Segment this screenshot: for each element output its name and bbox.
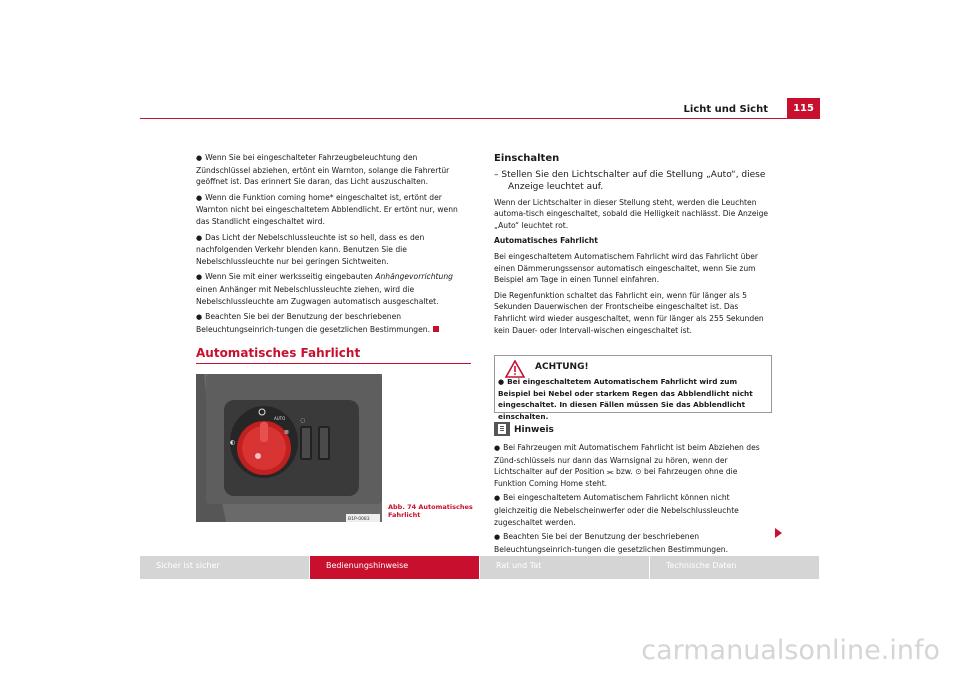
footer-nav xyxy=(140,556,820,579)
note-text: bei Fahrzeugen ohne die Funktion Coming Home steht. xyxy=(494,467,738,488)
warning-title: ACHTUNG! xyxy=(535,362,589,372)
note-item: ● Bei eingeschaltetem Automatischem Fahrlicht können nicht gleichzeitig die Nebelscheinwerfer oder die Nebelschlussleuchte zugeschaltet werden. xyxy=(494,492,770,528)
warning-box xyxy=(494,355,772,421)
light-switch-figure xyxy=(196,374,382,522)
watermark: carmanualsonline.info xyxy=(641,635,940,666)
chapter-title: Licht und Sicht xyxy=(683,104,768,115)
note-item xyxy=(494,442,770,489)
bullet-item xyxy=(196,271,471,307)
paragraph: Wenn der Lichtschalter in dieser Stellung steht, werden die Leuchten automa-tisch eingeschaltet, sobald die Helligkeit nachlässt. Die Anzeige „Auto“ leuchtet rot. xyxy=(494,197,769,230)
note-text: Bei Fahrzeugen mit Automatischem Fahrlicht ist beim Abziehen des Zünd-schlüssels nur dann das Warnsignal zu hören, wenn der Lichtschalter auf der Position xyxy=(494,443,760,477)
tab-sicher-ist-sicher[interactable]: Sicher ist sicher xyxy=(140,556,309,579)
left-column xyxy=(196,152,471,339)
note-body xyxy=(494,442,770,558)
paragraph: Die Regenfunktion schaltet das Fahrlicht ein, wenn für länger als 5 Sekunden Dauerwischen der Frontscheibe eingeschaltet ist. Das Fahrlicht wird wieder ausgeschaltet, wenn für länger als 255 Sekunden kein Dauer- oder Intervall-wischen eingeschaltet ist. xyxy=(494,290,764,335)
italic-term: Anhängevorrichtung xyxy=(375,272,453,282)
svg-text:◌: ◌ xyxy=(300,417,306,424)
note-item: ● Beachten Sie bei der Benutzung der beschriebenen Beleuchtungseinrich-tungen die gesetzlichen Bestimmungen. xyxy=(494,531,770,555)
end-marker-icon xyxy=(433,326,439,332)
paragraph: Bei eingeschaltetem Automatischem Fahrlicht wird das Fahrlicht über einen Dämmerungssensor automatisch eingeschaltet, wenn Sie zum Beispiel am Tage in einen Tunnel einfahren. xyxy=(494,251,759,285)
bullet-item xyxy=(196,311,471,335)
heading-einschalten: Einschalten xyxy=(494,153,560,164)
tab-bedienungshinweise[interactable]: Bedienungshinweise xyxy=(310,556,479,579)
light-switch-illustration xyxy=(196,374,382,522)
note-text: bzw. xyxy=(616,467,633,477)
subheading: Automatisches Fahrlicht xyxy=(494,236,598,246)
instruction-step: – Stellen Sie den Lichtschalter auf die Stellung „Auto“, diese Anzeige leuchtet auf. xyxy=(494,169,766,192)
next-page-arrow-icon[interactable] xyxy=(775,528,782,538)
side-light-icon: ⊙ xyxy=(635,467,642,477)
bullet-text: Beachten Sie bei der Benutzung der beschriebenen Beleuchtungseinrich-tungen die gesetzlichen Bestimmungen. xyxy=(196,312,430,334)
knob-auto-label: AUTO xyxy=(274,416,286,421)
figure-code: B1P-0083 xyxy=(348,517,370,522)
page-number: 115 xyxy=(787,98,820,119)
figure-caption: Abb. 74 Automatisches Fahrlicht xyxy=(388,503,473,519)
header-rule xyxy=(140,118,820,119)
tab-technische-daten[interactable]: Technische Daten xyxy=(650,556,819,579)
warning-text: ● Bei eingeschaltetem Automatischem Fahrlicht wird zum Beispiel bei Nebel oder starkem Regen das Abblendlicht nicht eingeschaltet. In diesen Fällen müssen Sie das Abblendlicht einschalten. xyxy=(495,372,771,422)
low-beam-icon: ⫘ xyxy=(606,467,614,477)
bullet-item: ● Wenn die Funktion coming home* eingeschaltet ist, ertönt der Warnton nicht bei eingeschaltetem Abblendlicht. Er ertönt nur, wenn das Standlicht eingeschaltet wird. xyxy=(196,192,471,228)
bullet-item: ● Wenn Sie bei eingeschalteter Fahrzeugbeleuchtung den Zündschlüssel abziehen, ertönt ein Warnton, solange die Fahrertür geöffnet ist. Das erinnert Sie daran, das Licht auszuschalten. xyxy=(196,152,471,188)
bullet-item: ● Das Licht der Nebelschlussleuchte ist so hell, dass es den nachfolgenden Verkehr blenden kann. Benutzen Sie die Nebelschlussleuchte nur bei geringen Sichtweiten. xyxy=(196,232,471,268)
bullet-text: Wenn Sie mit einer werksseitig eingebauten xyxy=(205,272,373,282)
note-title: Hinweis xyxy=(514,425,554,435)
bullet-text: einen Anhänger mit Nebelschlussleuchte ziehen, wird die Nebelschlussleuchte am Zugwagen automatisch ausgeschaltet. xyxy=(196,284,439,306)
svg-text:≣: ≣ xyxy=(284,429,290,436)
right-column xyxy=(494,153,770,340)
tab-rat-und-tat[interactable]: Rat und Tat xyxy=(480,556,649,579)
warning-triangle-icon xyxy=(505,360,525,378)
svg-text:◐: ◐ xyxy=(230,439,236,446)
section-title: Automatisches Fahrlicht xyxy=(196,346,471,364)
note-icon xyxy=(494,422,510,436)
